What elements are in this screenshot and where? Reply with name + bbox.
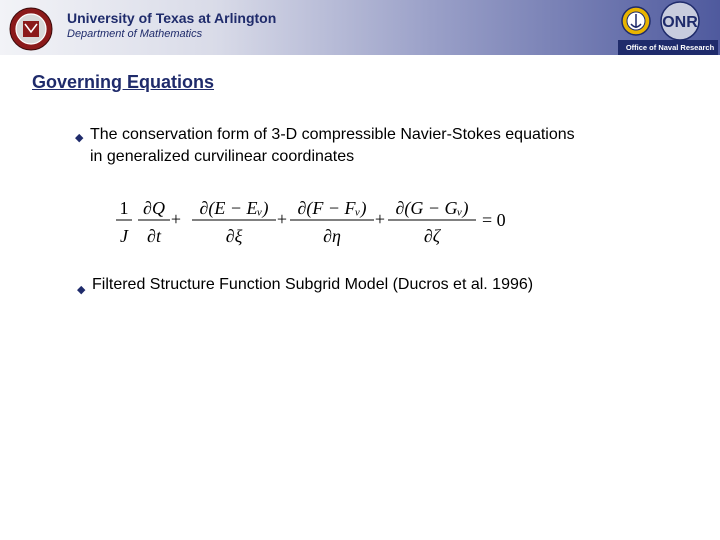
section-title: Governing Equations xyxy=(32,72,215,92)
eq-t1-num: 1 xyxy=(119,198,129,218)
eq-rhs: = 0 xyxy=(482,210,506,230)
eq-plus: + xyxy=(374,209,386,229)
bullet-icon: ◆ xyxy=(75,132,84,144)
onr-caption: Office of Naval Research xyxy=(625,43,715,52)
eq-t4-num: ∂(F − Fᵥ) xyxy=(297,198,367,218)
onr-logo-text: ONR xyxy=(662,14,698,31)
eq-t2-num: ∂Q xyxy=(143,198,165,218)
bullet-item-text: Filtered Structure Function Subgrid Model (Ducros et al. 1996) xyxy=(92,276,534,293)
eq-t1-den: J xyxy=(120,226,128,246)
eq-plus: + xyxy=(276,209,288,229)
uta-seal-logo xyxy=(9,7,53,51)
eq-plus: + xyxy=(170,209,182,229)
department-subtitle: Department of Mathematics xyxy=(67,28,203,40)
eq-t4-den: ∂η xyxy=(323,226,341,246)
eq-t5-den: ∂ζ xyxy=(423,226,441,246)
bullet-item-text: The conservation form of 3-D compressible Navier-Stokes equations in generalized curvilinear coordinates xyxy=(90,126,575,165)
eq-t3-den: ∂ξ xyxy=(225,226,243,246)
eq-t3-num: ∂(E − Eᵥ) xyxy=(199,198,269,218)
eq-t5-num: ∂(G − Gᵥ) xyxy=(395,198,469,218)
university-title: University of Texas at Arlington xyxy=(67,10,277,26)
eq-t2-den: ∂t xyxy=(147,226,161,246)
bullet-icon: ◆ xyxy=(77,284,86,296)
navier-stokes-equation xyxy=(110,188,520,254)
